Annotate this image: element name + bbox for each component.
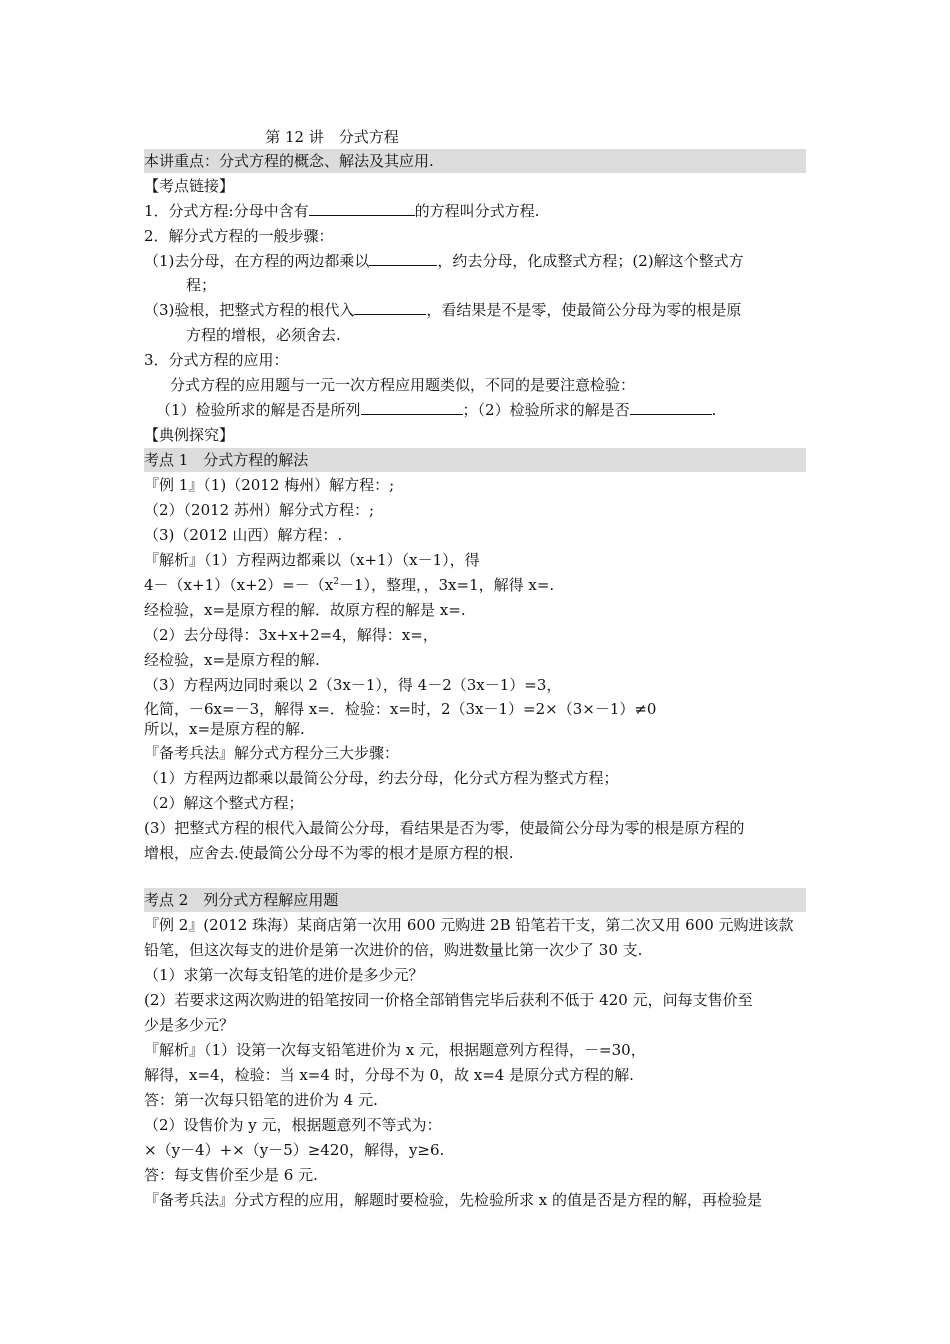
example-1-q1: 『例 1』（1)（2012 梅州）解方程：; — [144, 476, 395, 494]
example-1-analysis-7: 化简，－6x=－3，解得 x=．检验：x=时，2（3x－1）=2×（3×－1）≠0 — [144, 700, 657, 718]
point-3-checks — [156, 398, 716, 422]
point-1-text-a: 1．分式方程:分母中含有 — [144, 202, 309, 220]
kaodian-1-bar: 考点 1 分式方程的解法 — [144, 448, 806, 472]
example-1-q3: （3)（2012 山西）解方程：. — [144, 526, 343, 544]
example-2-analysis-1: 『解析』（1）设第一次每支铅笔进价为 x 元，根据题意列方程得，－=30， — [144, 1041, 646, 1059]
example-2-q2: 铅笔，但这次每支的进价是第一次进价的倍，购进数量比第一次少了 30 支. — [144, 941, 643, 959]
example-1-analysis-8: 所以，x=是原方程的解. — [144, 720, 305, 738]
example-1-analysis-5: 经检验，x=是原方程的解. — [144, 651, 320, 669]
tip-1-step-3b: 增根，应舍去.使最简公分母不为零的根才是原方程的根. — [144, 844, 514, 862]
example-2-q3: （1）求第一次每支铅笔的进价是多少元？ — [144, 966, 424, 984]
example-2-analysis-3: 答：第一次每只铅笔的进价为 4 元. — [144, 1091, 378, 1109]
step-1-text-a: （1)去分母，在方程的两边都乘以 — [144, 252, 370, 270]
tip-1-step-3a: (3）把整式方程的根代入最简公分母，看结果是否为零，使最简公分母为零的根是原方程的 — [144, 819, 745, 837]
example-1-analysis-1: 『解析』（1）方程两边都乘以（x+1）（x－1），得 — [144, 551, 480, 569]
lesson-focus-bar: 本讲重点：分式方程的概念、解法及其应用. — [144, 149, 806, 173]
example-2-q1: 『例 2』(2012 珠海）某商店第一次用 600 元购进 2B 铅笔若干支，第二次又用 600 元购进该款 — [144, 916, 794, 934]
tip-1-step-2: （2）解这个整式方程； — [144, 794, 304, 812]
point-2: 2．解分式方程的一般步骤： — [144, 227, 334, 245]
example-2-analysis-4: （2）设售价为 y 元，根据题意列不等式为： — [144, 1116, 442, 1134]
answer-blank — [309, 199, 415, 216]
superscript: 2 — [333, 577, 339, 587]
answer-blank — [361, 398, 463, 415]
check-2-text: ；（2）检验所求的解是否 — [462, 401, 630, 419]
example-2-analysis-2: 解得，x=4，检验：当 x=4 时，分母不为 0，故 x=4 是原分式方程的解. — [144, 1066, 634, 1084]
example-2-q5: 少是多少元？ — [144, 1016, 235, 1034]
point-2-step-3 — [144, 298, 741, 322]
example-2-analysis-6: 答：每支售价至少是 6 元. — [144, 1166, 318, 1184]
point-3-desc: 分式方程的应用题与一元一次方程应用题类似，不同的是要注意检验： — [170, 376, 636, 394]
section-heading-examples: 【典例探究】 — [144, 426, 235, 444]
example-2-analysis-5: ×（y－4）+×（y－5）≥420，解得，y≥6. — [144, 1141, 445, 1159]
answer-blank — [630, 398, 712, 415]
analysis-2-text-b: －1），整理，，3x=1，解得 x=. — [338, 576, 555, 594]
point-3: 3．分式方程的应用： — [144, 351, 289, 369]
example-1-analysis-2 — [144, 573, 554, 597]
step-3-text-c: 方程的增根，必须舍去. — [186, 326, 341, 344]
step-3-text-b: ，看结果是不是零，使最简公分母为零的根是原 — [426, 301, 742, 319]
step-1-text-b: ，约去分母，化成整式方程；(2)解这个整式方 — [437, 252, 744, 270]
analysis-2-text-a: 4－（x+1）（x+2）=－（x — [144, 576, 334, 594]
point-1 — [144, 199, 539, 223]
example-1-analysis-4: （2）去分母得：3x+x+2=4，解得：x=， — [144, 626, 438, 644]
example-1-q2: （2）（2012 苏州）解分式方程：; — [144, 501, 375, 519]
check-1-text: （1）检验所求的解是否是所列 — [156, 401, 361, 419]
example-2-q4: (2）若要求这两次购进的铅笔按同一价格全部销售完毕后获利不低于 420 元，问每支售价至 — [144, 991, 753, 1009]
tip-1-step-1: （1）方程两边都乘以最简公分母，约去分母，化分式方程为整式方程； — [144, 769, 619, 787]
point-1-text-b: 的方程叫分式方程. — [414, 202, 540, 220]
section-heading-links: 【考点链接】 — [144, 177, 235, 195]
example-1-analysis-6: （3）方程两边同时乘以 2（3x－1），得 4－2（3x－1）=3， — [144, 676, 562, 694]
example-1-analysis-3: 经检验，x=是原方程的解．故原方程的解是 x=. — [144, 601, 466, 619]
step-3-text-a: （3)验根，把整式方程的根代入 — [144, 301, 355, 319]
answer-blank — [354, 298, 426, 315]
tip-2-text: 『备考兵法』分式方程的应用，解题时要检验，先检验所求 x 的值是否是方程的解，再检验是 — [144, 1191, 762, 1209]
step-1-text-c: 程； — [186, 276, 217, 294]
answer-blank — [369, 249, 437, 266]
check-end: . — [711, 401, 717, 419]
page-title: 第 12 讲 分式方程 — [265, 128, 399, 146]
tip-1-heading: 『备考兵法』解分式方程分三大步骤： — [144, 744, 400, 762]
kaodian-2-bar: 考点 2 列分式方程解应用题 — [144, 888, 806, 912]
point-2-step-1 — [144, 249, 744, 273]
